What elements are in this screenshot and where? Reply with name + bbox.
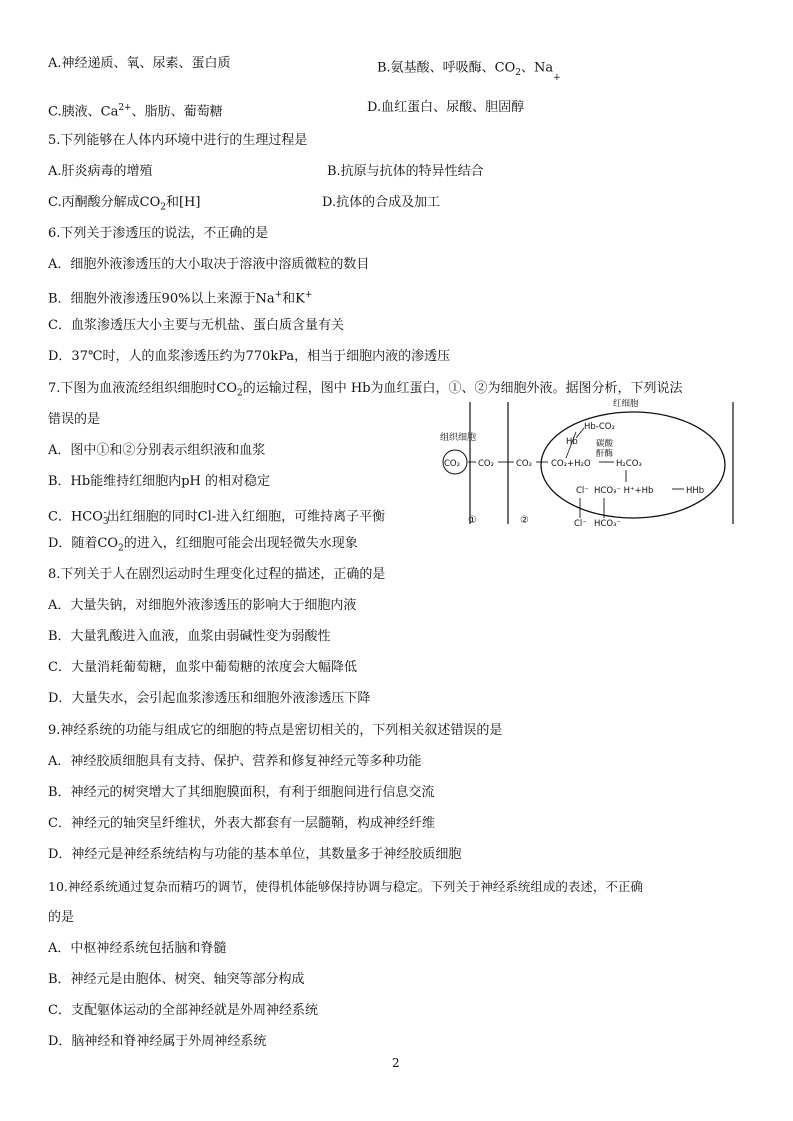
q7-option-d: D．随着$CO_2$的进入，红细胞可能会出现轻微失水现象 [48, 536, 358, 554]
co2-fluid-2: CO₂ [516, 459, 533, 469]
label-1: ① [468, 515, 477, 526]
q8-stem: 8.下列关于人在剧烈运动时生理变化过程的描述，正确的是 [48, 567, 386, 582]
q5-option-b: B.抗原与抗体的特异性结合 [327, 164, 484, 179]
q4-option-b: B.氨基酸、呼吸酶、$CO_2$、Na+ [377, 60, 561, 83]
q5-option-a: A.肝炎病毒的增殖 [48, 164, 153, 179]
q10-stem-line2: 的是 [48, 910, 75, 925]
q5-option-d: D.抗体的合成及加工 [322, 195, 441, 210]
hhb: HHb [686, 486, 705, 496]
q9-option-b: B．神经元的树突增大了其细胞膜面积，有利于细胞间进行信息交流 [48, 785, 435, 800]
q9-stem: 9.神经系统的功能与组成它的细胞的特点是密切相关的，下列相关叙述错误的是 [48, 723, 503, 738]
q6-option-d: D．37℃时，人的血浆渗透压约为770kPa，相当于细胞内液的渗透压 [48, 349, 451, 364]
q10-option-c: C．支配躯体运动的全部神经就是外周神经系统 [48, 1003, 318, 1018]
q6-option-a: A．细胞外液渗透压的大小取决于溶液中溶质微粒的数目 [48, 257, 370, 272]
q7-stem-line1: 7.下图为血液流经组织细胞时$CO_2$的运输过程，图中 Hb为血红蛋白，①、②为细胞外液。据图分析，下列说法 [48, 381, 683, 399]
hb: Hb [566, 437, 578, 447]
q6-option-b: B．细胞外液渗透压90%以上来源于Na+和K+ [48, 290, 313, 307]
co2-fluid-1: CO₂ [478, 459, 495, 469]
q10-option-b: B．神经元是由胞体、树突、轴突等部分构成 [48, 972, 305, 987]
q10-stem-line1: 10.神经系统通过复杂而精巧的调节，使得机体能够保持协调与稳定。下列关于神经系统组成的表述，不正确 [48, 879, 643, 894]
q5-option-c: C.丙酮酸分解成$CO_2$和[H] [48, 195, 201, 213]
q7-option-b: B．Hb能维持红细胞内pH 的相对稳定 [48, 474, 271, 489]
label-2: ② [520, 515, 529, 526]
hco3-outside: HCO₃⁻ [594, 519, 621, 529]
q10-option-a: A．中枢神经系统包括脑和脊髓 [48, 941, 227, 956]
red-cell-label: 红细胞 [613, 399, 639, 409]
q4-option-a: A.神经递质、氧、尿素、蛋白质 [48, 56, 231, 71]
q7-option-c: C．$HCO_3^-$出红细胞的同时Cl-进入红细胞，可维持离子平衡 [48, 508, 386, 527]
reaction-chain: HCO₃⁻ H⁺+Hb [594, 486, 654, 496]
co2-in-cell: CO₂ [444, 459, 461, 469]
q8-option-a: A．大量失钠，对细胞外液渗透压的影响大于细胞内液 [48, 598, 357, 613]
q7-stem-line2: 错误的是 [48, 412, 101, 427]
co2-transport-diagram [436, 396, 748, 530]
arrow-hb [576, 428, 584, 438]
q4-option-d: D.血红蛋白、尿酸、胆固醇 [367, 100, 525, 115]
co2-h2o: CO₂+H₂O [551, 459, 591, 469]
h2co3: H₂CO₃ [616, 459, 642, 469]
q8-option-b: B．大量乳酸进入血液，血浆由弱碱性变为弱酸性 [48, 629, 331, 644]
q9-option-c: C．神经元的轴突呈纤维状，外表大都套有一层髓鞘，构成神经纤维 [48, 816, 435, 831]
q9-option-d: D．神经元是神经系统结构与功能的基本单位，其数量多于神经胶质细胞 [48, 847, 462, 862]
enzyme-line2: 酐酶 [596, 449, 614, 459]
page-number: 2 [392, 1056, 400, 1070]
cl-outside: Cl⁻ [574, 519, 587, 529]
enzyme-line1: 碳酸 [596, 439, 614, 449]
q5-stem: 5.下列能够在人体内环境中进行的生理过程是 [48, 133, 308, 148]
q4-option-c: C.胰液、$Ca^{2+}$、脂肪、葡萄糖 [48, 103, 223, 120]
q7-option-a: A．图中①和②分别表示组织液和血浆 [48, 443, 266, 458]
q6-stem: 6.下列关于渗透压的说法，不正确的是 [48, 226, 269, 241]
tissue-cell-label: 组织细胞 [440, 433, 477, 443]
q6-option-c: C．血浆渗透压大小主要与无机盐、蛋白质含量有关 [48, 318, 344, 333]
q8-option-c: C．大量消耗葡萄糖，血浆中葡萄糖的浓度会大幅降低 [48, 660, 357, 675]
q10-option-d: D．脑神经和脊神经属于外周神经系统 [48, 1034, 267, 1049]
q8-option-d: D．大量失水，会引起血浆渗透压和细胞外液渗透压下降 [48, 691, 371, 706]
q9-option-a: A．神经胶质细胞具有支持、保护、营养和修复神经元等多种功能 [48, 754, 422, 769]
hb-co2: Hb-CO₂ [584, 422, 615, 432]
cl-inside: Cl⁻ [576, 486, 589, 496]
